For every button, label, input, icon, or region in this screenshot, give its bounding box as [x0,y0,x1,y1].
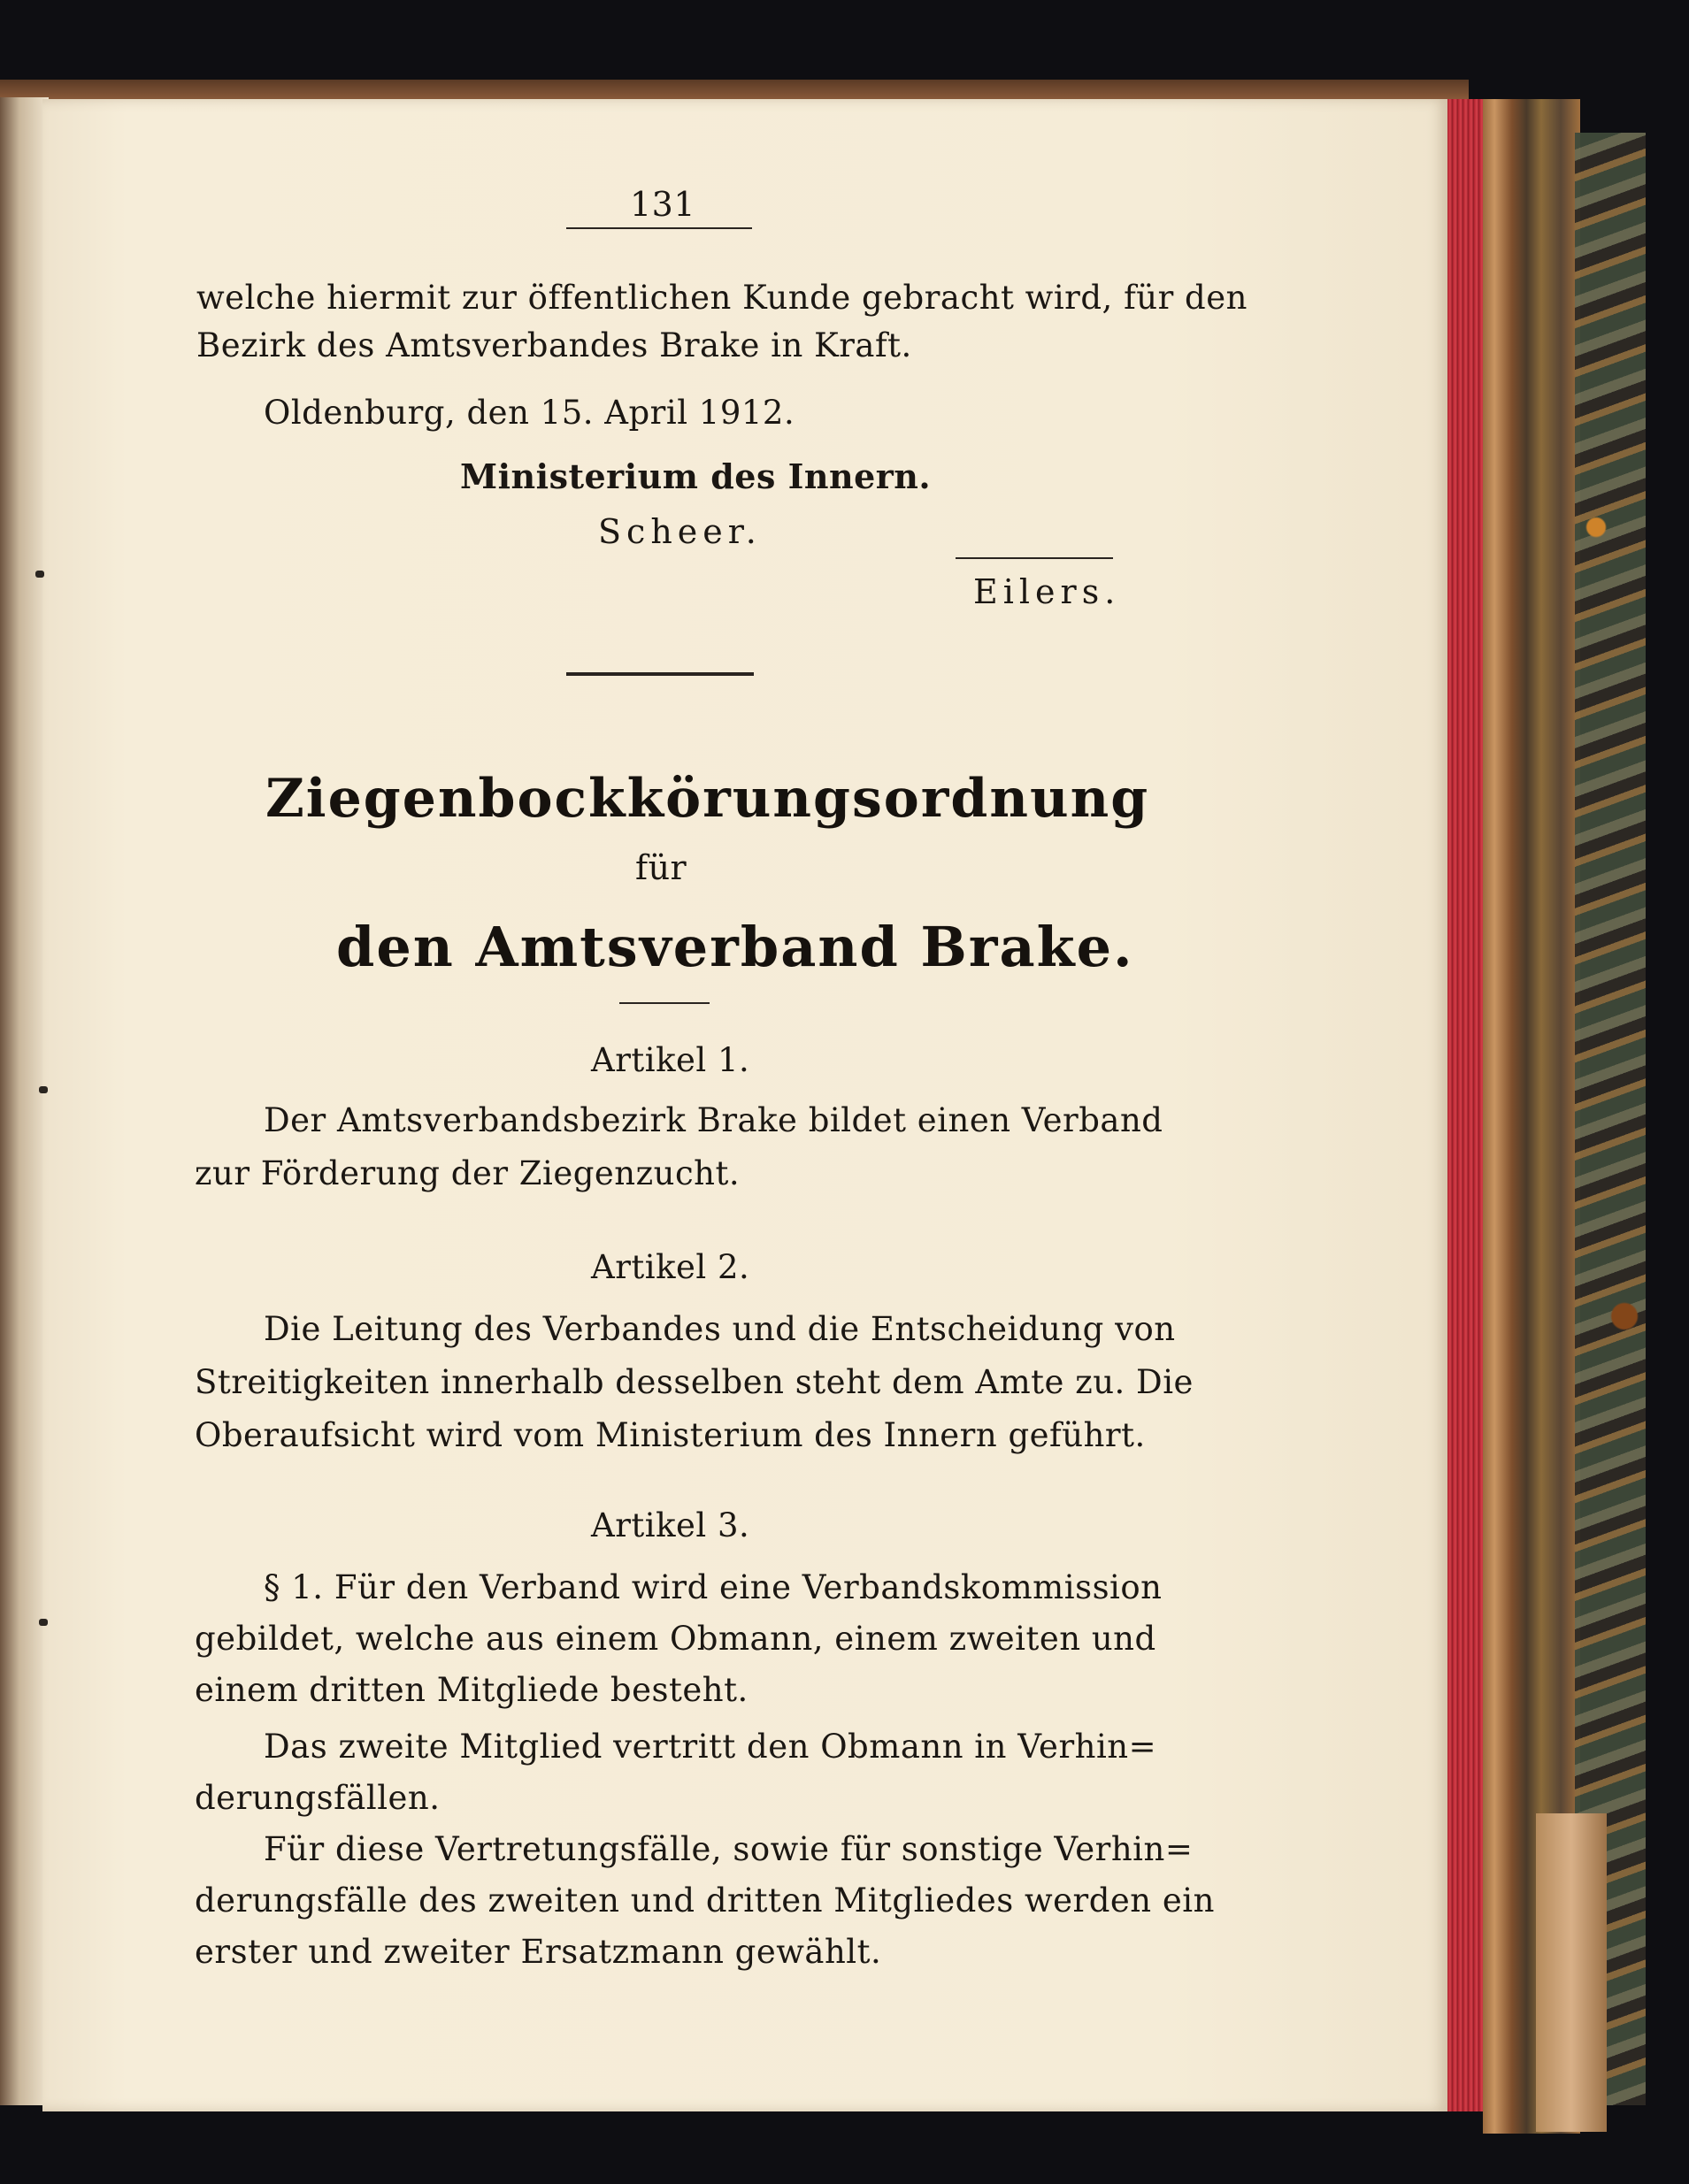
red-page-edges [1447,99,1483,2111]
place-date: Oldenburg, den 15. April 1912. [264,394,795,432]
binding-thread [35,571,44,578]
page-number: 131 [630,185,696,224]
article-text-line: Oberaufsicht wird vom Ministerium des Innern geführt. [195,1416,1146,1454]
article-text-line: Für diese Vertretungsfälle, sowie für sonstige Verhin= [264,1830,1194,1868]
article-text-line: § 1. Für den Verband wird eine Verbandskommission [264,1568,1163,1606]
cosigner-name: Eilers. [973,572,1121,611]
article-text-line: zur Förderung der Ziegenzucht. [195,1154,741,1192]
article-text-line: Streitigkeiten innerhalb desselben steht dem Amte zu. Die [195,1363,1194,1401]
intro-line: Bezirk des Amtsverbandes Brake in Kraft. [196,326,912,364]
article-text-line: derungsfälle des zweiten und dritten Mitgliedes werden ein [195,1881,1215,1920]
binding-thread [39,1086,48,1093]
article-text-line: gebildet, welche aus einem Obmann, einem zweiten und [195,1620,1156,1658]
article-text-line: derungsfällen. [195,1779,441,1817]
section-separator [566,672,754,676]
intro-line: welche hiermit zur öffentlichen Kunde gebracht wird, für den [196,279,1248,317]
article-heading: Artikel 3. [591,1506,750,1544]
binding-thread [39,1619,48,1626]
cover-corner [1536,1813,1607,2132]
article-text-line: Das zweite Mitglied vertritt den Obmann in Verhin= [264,1728,1157,1766]
article-text-line: einem dritten Mitgliede besteht. [195,1671,749,1709]
marbled-cover [1575,133,1646,2105]
signer-name: Scheer. [598,512,762,551]
page-number-rule [566,227,752,229]
document-title: Ziegenbockkörungsordnung [265,768,1150,830]
signature-rule [956,557,1113,559]
title-for: für [635,848,687,887]
article-heading: Artikel 2. [591,1248,750,1286]
article-heading: Artikel 1. [591,1041,750,1079]
left-page-edge [0,97,49,2105]
ministry-signature: Ministerium des Innern. [460,456,932,496]
article-text-line: Der Amtsverbandsbezirk Brake bildet einen Verband [264,1101,1163,1139]
title-rule [619,1002,710,1004]
article-text-line: Die Leitung des Verbandes und die Entscheidung von [264,1310,1176,1348]
article-text-line: erster und zweiter Ersatzmann gewählt. [195,1933,882,1971]
document-subtitle: den Amtsverband Brake. [336,915,1134,979]
